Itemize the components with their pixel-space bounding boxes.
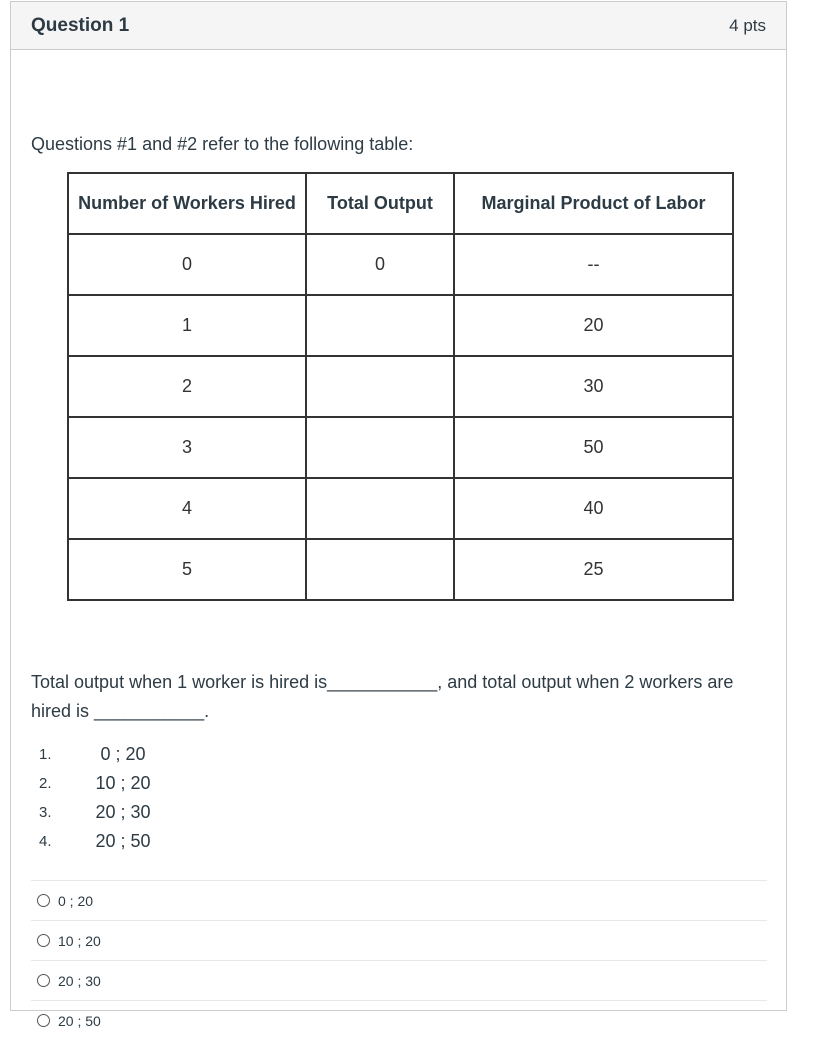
radio-button[interactable] <box>37 974 50 987</box>
option-number: 3. <box>39 804 52 821</box>
table-cell: 20 <box>454 295 733 356</box>
list-item <box>31 827 163 856</box>
table-cell: 0 <box>68 234 306 295</box>
answer-option-4[interactable] <box>31 1000 767 1040</box>
answer-option-1[interactable] <box>31 880 767 920</box>
table-row <box>68 295 733 356</box>
answer-label: 20 ; 30 <box>58 972 101 989</box>
question-title: Question 1 <box>31 14 130 36</box>
list-item <box>31 740 163 769</box>
radio-button[interactable] <box>37 1014 50 1027</box>
answer-label: 0 ; 20 <box>58 892 94 909</box>
option-number: 4. <box>39 833 52 850</box>
answer-label: 20 ; 50 <box>58 1012 101 1029</box>
table-header-cell: Marginal Product of Labor <box>454 173 733 234</box>
answer-option-2[interactable] <box>31 920 767 960</box>
table-cell: 3 <box>68 417 306 478</box>
table-header-cell: Number of Workers Hired <box>68 173 306 234</box>
data-table <box>67 172 734 601</box>
table-row <box>68 356 733 417</box>
radio-button[interactable] <box>37 894 50 907</box>
table-cell: 50 <box>454 417 733 478</box>
question-points: 4 pts <box>729 15 766 35</box>
question-card <box>10 1 787 1029</box>
option-text: 20 ; 50 <box>95 831 151 851</box>
table-cell: 4 <box>68 478 306 539</box>
option-text: 20 ; 30 <box>95 802 151 822</box>
radio-button[interactable] <box>37 934 50 947</box>
list-item <box>31 769 163 798</box>
table-cell: 25 <box>454 539 733 600</box>
table-cell <box>306 539 454 600</box>
table-cell <box>306 356 454 417</box>
answer-option-3[interactable] <box>31 960 767 1000</box>
table-cell: 2 <box>68 356 306 417</box>
answer-label: 10 ; 20 <box>58 932 101 949</box>
list-item <box>31 798 163 827</box>
option-number: 1. <box>39 746 52 763</box>
answer-choices <box>31 880 767 1040</box>
numbered-options <box>31 740 163 856</box>
table-cell <box>306 478 454 539</box>
table-cell: 5 <box>68 539 306 600</box>
table-header-row <box>68 173 733 234</box>
question-intro: Questions #1 and #2 refer to the following table: <box>31 134 414 154</box>
table-row <box>68 234 733 295</box>
table-cell <box>306 417 454 478</box>
table-row <box>68 478 733 539</box>
option-text: 10 ; 20 <box>95 773 151 793</box>
table-row <box>68 539 733 600</box>
table-row <box>68 417 733 478</box>
table-cell: 40 <box>454 478 733 539</box>
question-stem: Total output when 1 worker is hired is___________, and total output when 2 workers are hired is ___________. <box>31 672 734 721</box>
table-cell: 1 <box>68 295 306 356</box>
table-cell <box>306 295 454 356</box>
option-text: 0 ; 20 <box>100 744 146 764</box>
table-header-cell: Total Output <box>306 173 454 234</box>
option-number: 2. <box>39 775 52 792</box>
table-cell: -- <box>454 234 733 295</box>
table-cell: 30 <box>454 356 733 417</box>
question-header <box>11 2 786 50</box>
table-cell: 0 <box>306 234 454 295</box>
